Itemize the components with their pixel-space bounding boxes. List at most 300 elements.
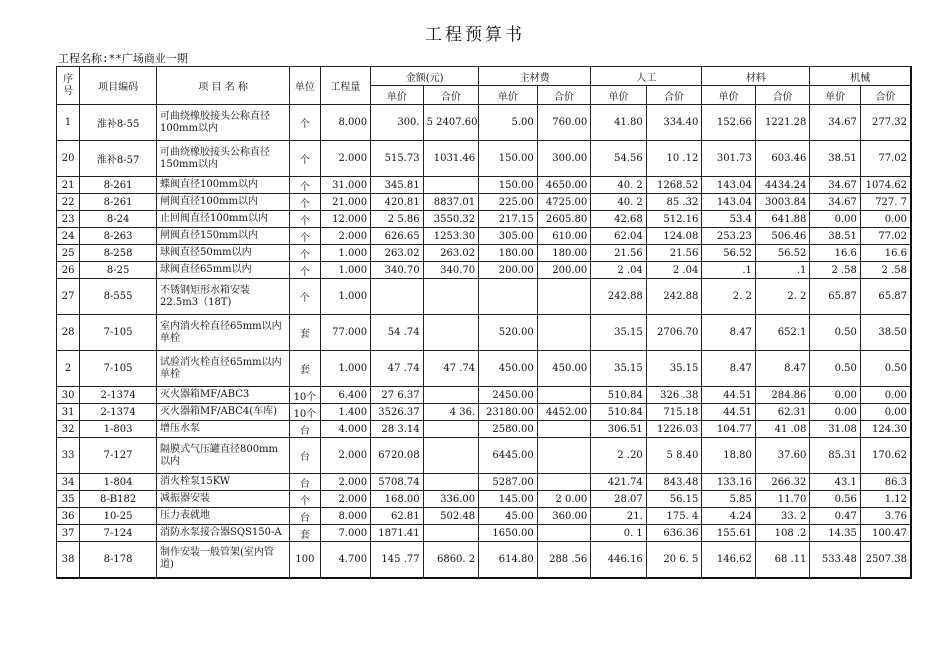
cell-main-material-total: 450.00 xyxy=(537,351,591,387)
cell-name: 可曲绕橡胶接头公称直径100mm以内 xyxy=(156,105,289,141)
cell-labor-unit-price: 510.84 xyxy=(591,404,647,421)
cell-name: 闸阀直径100mm以内 xyxy=(156,194,289,211)
cell-machine-unit-price: 85.31 xyxy=(810,438,861,474)
cell-seq: 30 xyxy=(57,387,80,404)
cell-material-total: 56.52 xyxy=(755,245,810,262)
header-amount-total: 合价 xyxy=(423,86,479,105)
cell-unit: 台 xyxy=(290,508,320,525)
cell-main-material-total: 2605.80 xyxy=(537,211,591,228)
cell-labor-total: 2706.70 xyxy=(646,315,702,351)
cell-machine-unit-price: 0.00 xyxy=(810,404,861,421)
cell-qty: 7.000 xyxy=(320,525,371,542)
table-row xyxy=(57,404,912,421)
header-material-total: 合价 xyxy=(755,86,810,105)
cell-machine-total: 0.00 xyxy=(860,387,911,404)
cell-name: 消防水泵接合器SQS150-A xyxy=(156,525,289,542)
cell-machine-total: 124.30 xyxy=(860,421,911,438)
table-row xyxy=(57,228,912,245)
cell-seq: 36 xyxy=(57,508,80,525)
table-row xyxy=(57,279,912,315)
cell-unit: 个 xyxy=(290,245,320,262)
cell-amount-total: 3550.32 xyxy=(423,211,479,228)
cell-material-total: 2. 2 xyxy=(755,279,810,315)
cell-code: 8-25 xyxy=(80,262,157,279)
cell-amount-total: 6860. 2 xyxy=(423,542,479,578)
cell-unit: 个 xyxy=(290,228,320,245)
cell-labor-unit-price: 421.74 xyxy=(591,474,647,491)
cell-machine-unit-price: 65.87 xyxy=(810,279,861,315)
cell-machine-total: 2507.38 xyxy=(860,542,911,578)
cell-labor-total: 1268.52 xyxy=(646,177,702,194)
cell-seq: 37 xyxy=(57,525,80,542)
cell-main-material-unit-price: 150.00 xyxy=(479,177,538,194)
cell-unit: 个 xyxy=(290,177,320,194)
cell-material-total: 506.46 xyxy=(755,228,810,245)
cell-material-total: 33. 2 xyxy=(755,508,810,525)
cell-seq: 31 xyxy=(57,404,80,421)
cell-name: 压力表就地 xyxy=(156,508,289,525)
cell-qty: 1.400 xyxy=(320,404,371,421)
cell-material-total: 603.46 xyxy=(755,141,810,177)
cell-labor-total: 5 8.40 xyxy=(646,438,702,474)
cell-material-total: 1221.28 xyxy=(755,105,810,141)
cell-code: 8-261 xyxy=(80,194,157,211)
cell-unit: 台 xyxy=(290,438,320,474)
cell-labor-unit-price: 2 .20 xyxy=(591,438,647,474)
cell-labor-unit-price: 21.56 xyxy=(591,245,647,262)
cell-unit: 套 xyxy=(290,351,320,387)
cell-main-material-total: 4452.00 xyxy=(537,404,591,421)
cell-main-material-total: 200.00 xyxy=(537,262,591,279)
cell-amount-unit-price: 6720.08 xyxy=(371,438,424,474)
cell-labor-unit-price: 40. 2 xyxy=(591,194,647,211)
cell-main-material-unit-price: 150.00 xyxy=(479,141,538,177)
cell-material-unit-price: 143.04 xyxy=(702,194,756,211)
cell-material-total: 108 .2 xyxy=(755,525,810,542)
cell-amount-unit-price: 1871.41 xyxy=(371,525,424,542)
cell-labor-total: 124.08 xyxy=(646,228,702,245)
cell-material-total: 68 .11 xyxy=(755,542,810,578)
cell-qty: 2.000 xyxy=(320,228,371,245)
cell-qty: 2.000 xyxy=(320,438,371,474)
cell-main-material-unit-price: 180.00 xyxy=(479,245,538,262)
cell-material-total: 284.86 xyxy=(755,387,810,404)
cell-amount-total: 263.02 xyxy=(423,245,479,262)
cell-machine-unit-price: 38.51 xyxy=(810,141,861,177)
cell-main-material-total xyxy=(537,315,591,351)
cell-machine-total: 277.32 xyxy=(860,105,911,141)
cell-seq: 21 xyxy=(57,177,80,194)
cell-amount-total xyxy=(423,525,479,542)
cell-main-material-unit-price: 200.00 xyxy=(479,262,538,279)
cell-amount-total: 340.70 xyxy=(423,262,479,279)
cell-machine-unit-price: 16.6 xyxy=(810,245,861,262)
cell-main-material-total: 300.00 xyxy=(537,141,591,177)
cell-labor-unit-price: 446.16 xyxy=(591,542,647,578)
cell-name: 闸阀直径150mm以内 xyxy=(156,228,289,245)
cell-machine-unit-price: 38.51 xyxy=(810,228,861,245)
cell-code: 8-178 xyxy=(80,542,157,578)
cell-code: 淮补8-57 xyxy=(80,141,157,177)
cell-unit: 个 xyxy=(290,141,320,177)
cell-material-total: 8.47 xyxy=(755,351,810,387)
cell-unit: 个 xyxy=(290,211,320,228)
cell-material-unit-price: 44.51 xyxy=(702,404,756,421)
cell-amount-unit-price: 54 .74 xyxy=(371,315,424,351)
cell-qty: 1.000 xyxy=(320,262,371,279)
cell-name: 室内消火栓直径65mm以内单栓 xyxy=(156,315,289,351)
cell-main-material-total: 2 0.00 xyxy=(537,491,591,508)
header-labor: 人工 xyxy=(591,67,702,86)
cell-qty: 1.000 xyxy=(320,279,371,315)
cell-machine-unit-price: 0.00 xyxy=(810,211,861,228)
cell-seq: 27 xyxy=(57,279,80,315)
cell-machine-total: 1074.62 xyxy=(860,177,911,194)
cell-seq: 2 xyxy=(57,351,80,387)
header-main-material-unit-price: 单价 xyxy=(479,86,538,105)
cell-main-material-unit-price: 6445.00 xyxy=(479,438,538,474)
cell-material-unit-price: 4.24 xyxy=(702,508,756,525)
cell-labor-unit-price: 35.15 xyxy=(591,351,647,387)
cell-qty: 2.000 xyxy=(320,141,371,177)
cell-unit: 个 xyxy=(290,105,320,141)
cell-qty: 77.000 xyxy=(320,315,371,351)
cell-seq: 22 xyxy=(57,194,80,211)
header-material-unit-price: 单价 xyxy=(702,86,756,105)
cell-labor-unit-price: 28.07 xyxy=(591,491,647,508)
header-machine-total: 合价 xyxy=(860,86,911,105)
header-labor-total: 合价 xyxy=(646,86,702,105)
cell-labor-total: 843.48 xyxy=(646,474,702,491)
cell-seq: 34 xyxy=(57,474,80,491)
header-main-material-total: 合价 xyxy=(537,86,591,105)
cell-code: 7-105 xyxy=(80,351,157,387)
cell-material-total: 37.60 xyxy=(755,438,810,474)
cell-labor-unit-price: 242.88 xyxy=(591,279,647,315)
table-row xyxy=(57,387,912,404)
cell-unit: 套 xyxy=(290,315,320,351)
cell-qty: 1.000 xyxy=(320,245,371,262)
cell-main-material-unit-price: 520.00 xyxy=(479,315,538,351)
cell-seq: 1 xyxy=(57,105,80,141)
cell-main-material-unit-price: 2580.00 xyxy=(479,421,538,438)
cell-labor-total: 1226.03 xyxy=(646,421,702,438)
cell-main-material-unit-price: 5287.00 xyxy=(479,474,538,491)
table-row xyxy=(57,211,912,228)
project-name: 工程名称:**广场商业一期 xyxy=(58,52,188,65)
cell-machine-total: 170.62 xyxy=(860,438,911,474)
cell-labor-unit-price: 510.84 xyxy=(591,387,647,404)
cell-qty: 4.700 xyxy=(320,542,371,578)
cell-main-material-unit-price: 45.00 xyxy=(479,508,538,525)
cell-labor-total: 512.16 xyxy=(646,211,702,228)
cell-name: 蝶阀直径100mm以内 xyxy=(156,177,289,194)
header-name: 项 目 名 称 xyxy=(156,67,289,105)
cell-machine-total: 2 .58 xyxy=(860,262,911,279)
cell-labor-unit-price: 35.15 xyxy=(591,315,647,351)
cell-name: 不锈钢矩形水箱安装22.5m3（18T) xyxy=(156,279,289,315)
cell-amount-unit-price: 47 .74 xyxy=(371,351,424,387)
cell-code: 1-803 xyxy=(80,421,157,438)
cell-amount-total: 1253.30 xyxy=(423,228,479,245)
cell-code: 淮补8-55 xyxy=(80,105,157,141)
cell-amount-total: 1031.46 xyxy=(423,141,479,177)
cell-machine-total: 0.00 xyxy=(860,211,911,228)
cell-machine-total: 100.47 xyxy=(860,525,911,542)
cell-qty: 12.000 xyxy=(320,211,371,228)
cell-labor-total: 35.15 xyxy=(646,351,702,387)
cell-amount-unit-price: 420.81 xyxy=(371,194,424,211)
table-row xyxy=(57,438,912,474)
cell-seq: 23 xyxy=(57,211,80,228)
header-amount-unit-price: 单价 xyxy=(371,86,424,105)
cell-machine-unit-price: 34.67 xyxy=(810,105,861,141)
cell-main-material-total xyxy=(537,279,591,315)
cell-material-total: 41 .08 xyxy=(755,421,810,438)
cell-amount-total xyxy=(423,474,479,491)
cell-unit: 台 xyxy=(290,421,320,438)
cell-machine-unit-price: 34.67 xyxy=(810,177,861,194)
cell-material-total: 62.31 xyxy=(755,404,810,421)
cell-main-material-total xyxy=(537,474,591,491)
cell-machine-unit-price: 43.1 xyxy=(810,474,861,491)
cell-machine-total: 38.50 xyxy=(860,315,911,351)
cell-material-unit-price: 44.51 xyxy=(702,387,756,404)
cell-machine-unit-price: 34.67 xyxy=(810,194,861,211)
table-row xyxy=(57,177,912,194)
cell-main-material-total xyxy=(537,387,591,404)
cell-material-unit-price: 104.77 xyxy=(702,421,756,438)
cell-name: 减振器安装 xyxy=(156,491,289,508)
cell-unit: 10个 xyxy=(290,404,320,421)
cell-amount-total xyxy=(423,177,479,194)
cell-main-material-unit-price: 145.00 xyxy=(479,491,538,508)
header-amount: 金额(元) xyxy=(371,67,479,86)
cell-machine-unit-price: 31.08 xyxy=(810,421,861,438)
cell-amount-total: 336.00 xyxy=(423,491,479,508)
cell-name: 消火栓泵15KW xyxy=(156,474,289,491)
cell-labor-unit-price: 54.56 xyxy=(591,141,647,177)
cell-unit: 10个 xyxy=(290,387,320,404)
cell-seq: 24 xyxy=(57,228,80,245)
cell-labor-total: 20 6. 5 xyxy=(646,542,702,578)
table-body xyxy=(57,105,912,578)
cell-amount-total xyxy=(423,279,479,315)
cell-material-total: 4434.24 xyxy=(755,177,810,194)
cell-machine-total: 16.6 xyxy=(860,245,911,262)
cell-qty: 4.000 xyxy=(320,421,371,438)
cell-qty: 21.000 xyxy=(320,194,371,211)
cell-main-material-unit-price: 614.80 xyxy=(479,542,538,578)
cell-qty: 8.000 xyxy=(320,105,371,141)
cell-machine-unit-price: 2 .58 xyxy=(810,262,861,279)
header-material: 材料 xyxy=(702,67,810,86)
cell-labor-unit-price: 41.80 xyxy=(591,105,647,141)
cell-machine-total: 86.3 xyxy=(860,474,911,491)
table-row xyxy=(57,105,912,141)
cell-code: 8-24 xyxy=(80,211,157,228)
cell-main-material-unit-price: 1650.00 xyxy=(479,525,538,542)
cell-code: 7-127 xyxy=(80,438,157,474)
cell-name: 球阀直径50mm以内 xyxy=(156,245,289,262)
cell-labor-total: 56.15 xyxy=(646,491,702,508)
header-machine: 机械 xyxy=(810,67,911,86)
table-row xyxy=(57,474,912,491)
cell-code: 8-258 xyxy=(80,245,157,262)
document-title: 工程预算书 xyxy=(425,25,525,45)
cell-qty: 8.000 xyxy=(320,508,371,525)
cell-labor-total: 85 .32 xyxy=(646,194,702,211)
cell-machine-unit-price: 0.00 xyxy=(810,387,861,404)
cell-code: 8-555 xyxy=(80,279,157,315)
cell-labor-unit-price: 0. 1 xyxy=(591,525,647,542)
cell-material-unit-price: 152.66 xyxy=(702,105,756,141)
cell-code: 1-804 xyxy=(80,474,157,491)
cell-name: 隔膜式气压罐直径800mm以内 xyxy=(156,438,289,474)
cell-amount-unit-price: 263.02 xyxy=(371,245,424,262)
cell-amount-total: 4 36. xyxy=(423,404,479,421)
cell-code: 10-25 xyxy=(80,508,157,525)
header-machine-unit-price: 单价 xyxy=(810,86,861,105)
cell-machine-total: 77.02 xyxy=(860,228,911,245)
cell-amount-unit-price: 340.70 xyxy=(371,262,424,279)
cell-code: 2-1374 xyxy=(80,387,157,404)
cell-amount-unit-price: 27 6.37 xyxy=(371,387,424,404)
cell-unit: 个 xyxy=(290,194,320,211)
cell-labor-unit-price: 21. xyxy=(591,508,647,525)
cell-amount-total: 47 .74 xyxy=(423,351,479,387)
cell-amount-total xyxy=(423,387,479,404)
cell-main-material-unit-price: 5.00 xyxy=(479,105,538,141)
cell-labor-unit-price: 40. 2 xyxy=(591,177,647,194)
cell-main-material-unit-price: 2450.00 xyxy=(479,387,538,404)
table-row xyxy=(57,421,912,438)
cell-unit: 套 xyxy=(290,525,320,542)
cell-amount-unit-price: 62.81 xyxy=(371,508,424,525)
cell-name: 可曲绕橡胶接头公称直径150mm以内 xyxy=(156,141,289,177)
cell-code: 7-105 xyxy=(80,315,157,351)
cell-material-unit-price: 133.16 xyxy=(702,474,756,491)
table-row xyxy=(57,262,912,279)
cell-unit: 个 xyxy=(290,491,320,508)
cell-labor-total: 2 .04 xyxy=(646,262,702,279)
cell-machine-total: 727. 7 xyxy=(860,194,911,211)
cell-material-unit-price: 143.04 xyxy=(702,177,756,194)
cell-amount-unit-price: 345.81 xyxy=(371,177,424,194)
table-row xyxy=(57,315,912,351)
cell-main-material-total xyxy=(537,421,591,438)
cell-amount-total xyxy=(423,421,479,438)
cell-labor-total: 715.18 xyxy=(646,404,702,421)
cell-labor-total: 334.40 xyxy=(646,105,702,141)
cell-main-material-total: 180.00 xyxy=(537,245,591,262)
cell-qty: 2.000 xyxy=(320,491,371,508)
cell-code: 8-B182 xyxy=(80,491,157,508)
cell-name: 止回阀直径100mm以内 xyxy=(156,211,289,228)
cell-seq: 32 xyxy=(57,421,80,438)
cell-seq: 28 xyxy=(57,315,80,351)
cell-material-unit-price: 146.62 xyxy=(702,542,756,578)
table-row xyxy=(57,245,912,262)
cell-main-material-total: 288 .56 xyxy=(537,542,591,578)
cell-name: 灭火器箱MF/ABC4(车库) xyxy=(156,404,289,421)
cell-amount-unit-price: 168.00 xyxy=(371,491,424,508)
cell-seq: 33 xyxy=(57,438,80,474)
cell-main-material-unit-price: 217.15 xyxy=(479,211,538,228)
cell-code: 8-263 xyxy=(80,228,157,245)
cell-code: 2-1374 xyxy=(80,404,157,421)
cell-machine-unit-price: 0.47 xyxy=(810,508,861,525)
cell-material-unit-price: 2. 2 xyxy=(702,279,756,315)
cell-amount-unit-price: 28 3.14 xyxy=(371,421,424,438)
cell-unit: 个 xyxy=(290,262,320,279)
cell-amount-unit-price: 300. xyxy=(371,105,424,141)
cell-unit: 个 xyxy=(290,279,320,315)
cell-labor-unit-price: 62.04 xyxy=(591,228,647,245)
cell-main-material-unit-price: 450.00 xyxy=(479,351,538,387)
header-qty: 工程量 xyxy=(320,67,371,105)
cell-amount-unit-price: 3526.37 xyxy=(371,404,424,421)
cell-amount-total: 502.48 xyxy=(423,508,479,525)
cell-seq: 20 xyxy=(57,141,80,177)
cell-amount-unit-price: 5708.74 xyxy=(371,474,424,491)
cell-amount-unit-price: 2 5.86 xyxy=(371,211,424,228)
cell-main-material-total: 610.00 xyxy=(537,228,591,245)
cell-unit: 100 xyxy=(290,542,320,578)
cell-material-total: .1 xyxy=(755,262,810,279)
cell-material-unit-price: 8.47 xyxy=(702,351,756,387)
cell-amount-unit-price: 626.65 xyxy=(371,228,424,245)
cell-seq: 25 xyxy=(57,245,80,262)
cell-main-material-unit-price xyxy=(479,279,538,315)
cell-labor-unit-price: 42.68 xyxy=(591,211,647,228)
table-row xyxy=(57,351,912,387)
cell-name: 试验消火栓直径65mm以内单栓 xyxy=(156,351,289,387)
cell-material-unit-price: 56.52 xyxy=(702,245,756,262)
cell-seq: 26 xyxy=(57,262,80,279)
cell-machine-total: 3.76 xyxy=(860,508,911,525)
cell-labor-total: 175. 4 xyxy=(646,508,702,525)
cell-labor-unit-price: 306.51 xyxy=(591,421,647,438)
cell-machine-total: 65.87 xyxy=(860,279,911,315)
cell-material-total: 266.32 xyxy=(755,474,810,491)
cell-qty: 31.000 xyxy=(320,177,371,194)
table-row xyxy=(57,141,912,177)
cell-machine-total: 0.50 xyxy=(860,351,911,387)
cell-unit: 台 xyxy=(290,474,320,491)
cell-amount-total: 8837.01 xyxy=(423,194,479,211)
header-labor-unit-price: 单价 xyxy=(591,86,647,105)
cell-name: 灭火器箱MF/ABC3 xyxy=(156,387,289,404)
cell-labor-total: 636.36 xyxy=(646,525,702,542)
cell-name: 增压水泵 xyxy=(156,421,289,438)
cell-material-unit-price: 53.4 xyxy=(702,211,756,228)
cell-machine-unit-price: 14.35 xyxy=(810,525,861,542)
cell-material-total: 11.70 xyxy=(755,491,810,508)
cell-labor-total: 242.88 xyxy=(646,279,702,315)
cell-material-unit-price: 253.23 xyxy=(702,228,756,245)
table-row xyxy=(57,491,912,508)
cell-machine-unit-price: 533.48 xyxy=(810,542,861,578)
cell-amount-unit-price: 145 .77 xyxy=(371,542,424,578)
cell-labor-unit-price: 2 .04 xyxy=(591,262,647,279)
cell-amount-unit-price: 515.73 xyxy=(371,141,424,177)
cell-machine-total: 1.12 xyxy=(860,491,911,508)
cell-machine-unit-price: 0.50 xyxy=(810,351,861,387)
cell-amount-total: 5 2407.60 xyxy=(423,105,479,141)
header-seq: 序号 xyxy=(57,67,80,105)
header-unit: 单位 xyxy=(290,67,320,105)
